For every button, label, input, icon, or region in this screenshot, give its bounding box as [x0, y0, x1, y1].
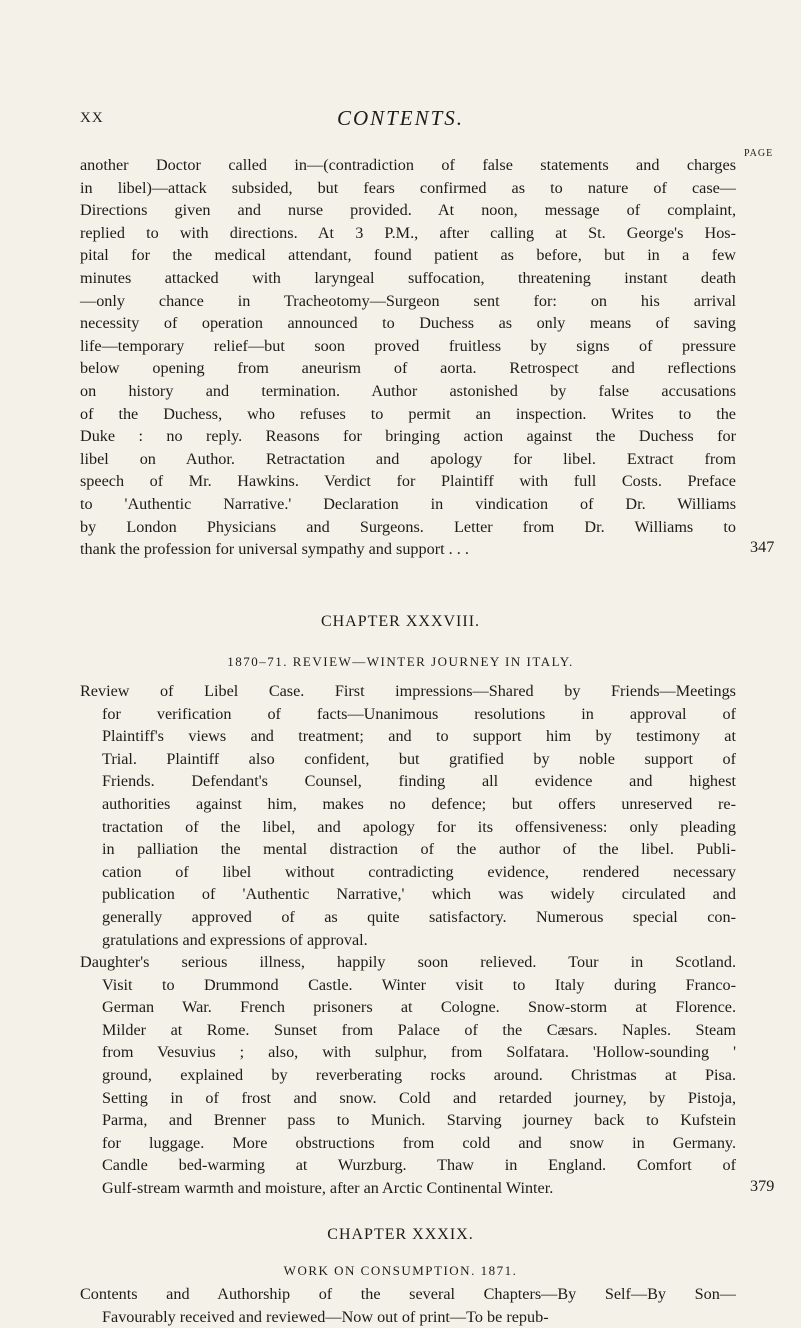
text-line: speech of Mr. Hawkins. Verdict for Plaintiff with full Costs. Preface — [80, 472, 736, 491]
text-line: in libel)—attack subsided, but fears confirmed as to nature of case— — [80, 178, 736, 197]
text-line: of the Duchess, who refuses to permit an inspection. Writes to the — [80, 404, 736, 423]
text-line: Friends. Defendant's Counsel, finding all evidence and highest — [102, 772, 736, 791]
text-line: German War. French prisoners at Cologne. Snow-storm at Florence. — [102, 998, 736, 1017]
text-line: for luggage. More obstructions from cold and snow in Germany. — [102, 1133, 736, 1152]
text-line: another Doctor called in—(contradiction of false statements and charges — [80, 156, 736, 174]
text-line: Directions given and nurse provided. At noon, message of complaint, — [80, 201, 736, 220]
text-line: Gulf-stream warmth and moisture, after an Arctic Continental Winter. — [102, 1178, 554, 1197]
text-line: replied to with directions. At 3 P.M., after calling at St. George's Hos- — [80, 223, 736, 242]
page-number: XX — [80, 110, 104, 126]
text-line: cation of libel without contradicting evidence, rendered necessary — [102, 862, 736, 881]
text-line: Contents and Authorship of the several Chapters—By Self—By Son— — [80, 1285, 736, 1303]
text-line: Parma, and Brenner pass to Munich. Starving journey back to Kufstein — [102, 1111, 736, 1130]
text-line: Trial. Plaintiff also confident, but gratified by noble support of — [102, 749, 736, 768]
text-line: tractation of the libel, and apology for its offensiveness: only pleading — [102, 817, 736, 836]
text-line: pital for the medical attendant, found patient as before, but in a few — [80, 246, 736, 265]
text-line: by London Physicians and Surgeons. Letter from Dr. Williams to — [80, 517, 736, 536]
text-line: necessity of operation announced to Duchess as only means of saving — [80, 314, 736, 333]
page-reference: 347 — [750, 538, 775, 556]
running-head — [0, 106, 801, 130]
chapter-heading: CHAPTER XXXIX. — [327, 1226, 474, 1243]
text-line: in palliation the mental distraction of the author of the libel. Publi- — [102, 840, 736, 859]
text-line: Favourably received and reviewed—Now out of print—To be repub- — [102, 1307, 549, 1326]
chapter-summary-paragraph — [80, 680, 736, 951]
chapter-heading: CHAPTER XXXVIII. — [320, 613, 481, 630]
text-line: Plaintiff's views and treatment; and to support him by testimony at — [102, 727, 736, 746]
text-line: Milder at Rome. Sunset from Palace of the Cæsars. Naples. Steam — [102, 1020, 736, 1039]
text-line: minutes attacked with laryngeal suffocation, threatening instant death — [80, 268, 736, 287]
text-line: Setting in of frost and snow. Cold and retarded journey, by Pistoja, — [102, 1088, 736, 1107]
text-line: to 'Authentic Narrative.' Declaration in vindication of Dr. Williams — [80, 494, 736, 513]
text-line: ground, explained by reverberating rocks around. Christmas at Pisa. — [102, 1065, 736, 1084]
chapter-summary-paragraph — [80, 951, 736, 1200]
text-line: gratulations and expressions of approval. — [102, 930, 368, 949]
text-line: Review of Libel Case. First impressions—Shared by Friends—Meetings — [80, 682, 736, 700]
text-line: on history and termination. Author astonished by false accusations — [80, 381, 736, 400]
contents-entry-continued — [80, 154, 736, 561]
chapter-subheading: WORK ON CONSUMPTION. 1871. — [283, 1263, 518, 1278]
text-line: —only chance in Tracheotomy—Surgeon sent for: on his arrival — [80, 291, 736, 310]
running-title: CONTENTS. — [336, 106, 465, 130]
chapter-subheading: 1870–71. REVIEW—WINTER JOURNEY IN ITALY. — [227, 654, 574, 669]
text-line: from Vesuvius ; also, with sulphur, from Solfatara. 'Hollow-sounding ' — [102, 1043, 736, 1062]
text-line: authorities against him, makes no defence; but offers unreserved re- — [102, 794, 736, 813]
text-line: below opening from aneurism of aorta. Retrospect and reflections — [80, 359, 736, 378]
text-line: Daughter's serious illness, happily soon relieved. Tour in Scotland. — [80, 953, 736, 971]
text-line: libel on Author. Retractation and apology for libel. Extract from — [80, 449, 736, 468]
text-line: for verification of facts—Unanimous resolutions in approval of — [102, 704, 736, 723]
page-reference: 379 — [750, 1177, 775, 1195]
text-line: thank the profession for universal sympathy and support . . . — [80, 540, 469, 559]
text-line: life—temporary relief—but soon proved fruitless by signs of pressure — [80, 336, 736, 355]
text-line: Candle bed-warming at Wurzburg. Thaw in England. Comfort of — [102, 1156, 736, 1175]
text-line: Visit to Drummond Castle. Winter visit to Italy during Franco- — [102, 975, 736, 994]
text-line: generally approved of as quite satisfactory. Numerous special con- — [102, 907, 736, 926]
text-line: Duke : no reply. Reasons for bringing action against the Duchess for — [80, 427, 736, 446]
text-line: publication of 'Authentic Narrative,' which was widely circulated and — [102, 885, 736, 904]
page-column-label: PAGE — [744, 148, 774, 159]
